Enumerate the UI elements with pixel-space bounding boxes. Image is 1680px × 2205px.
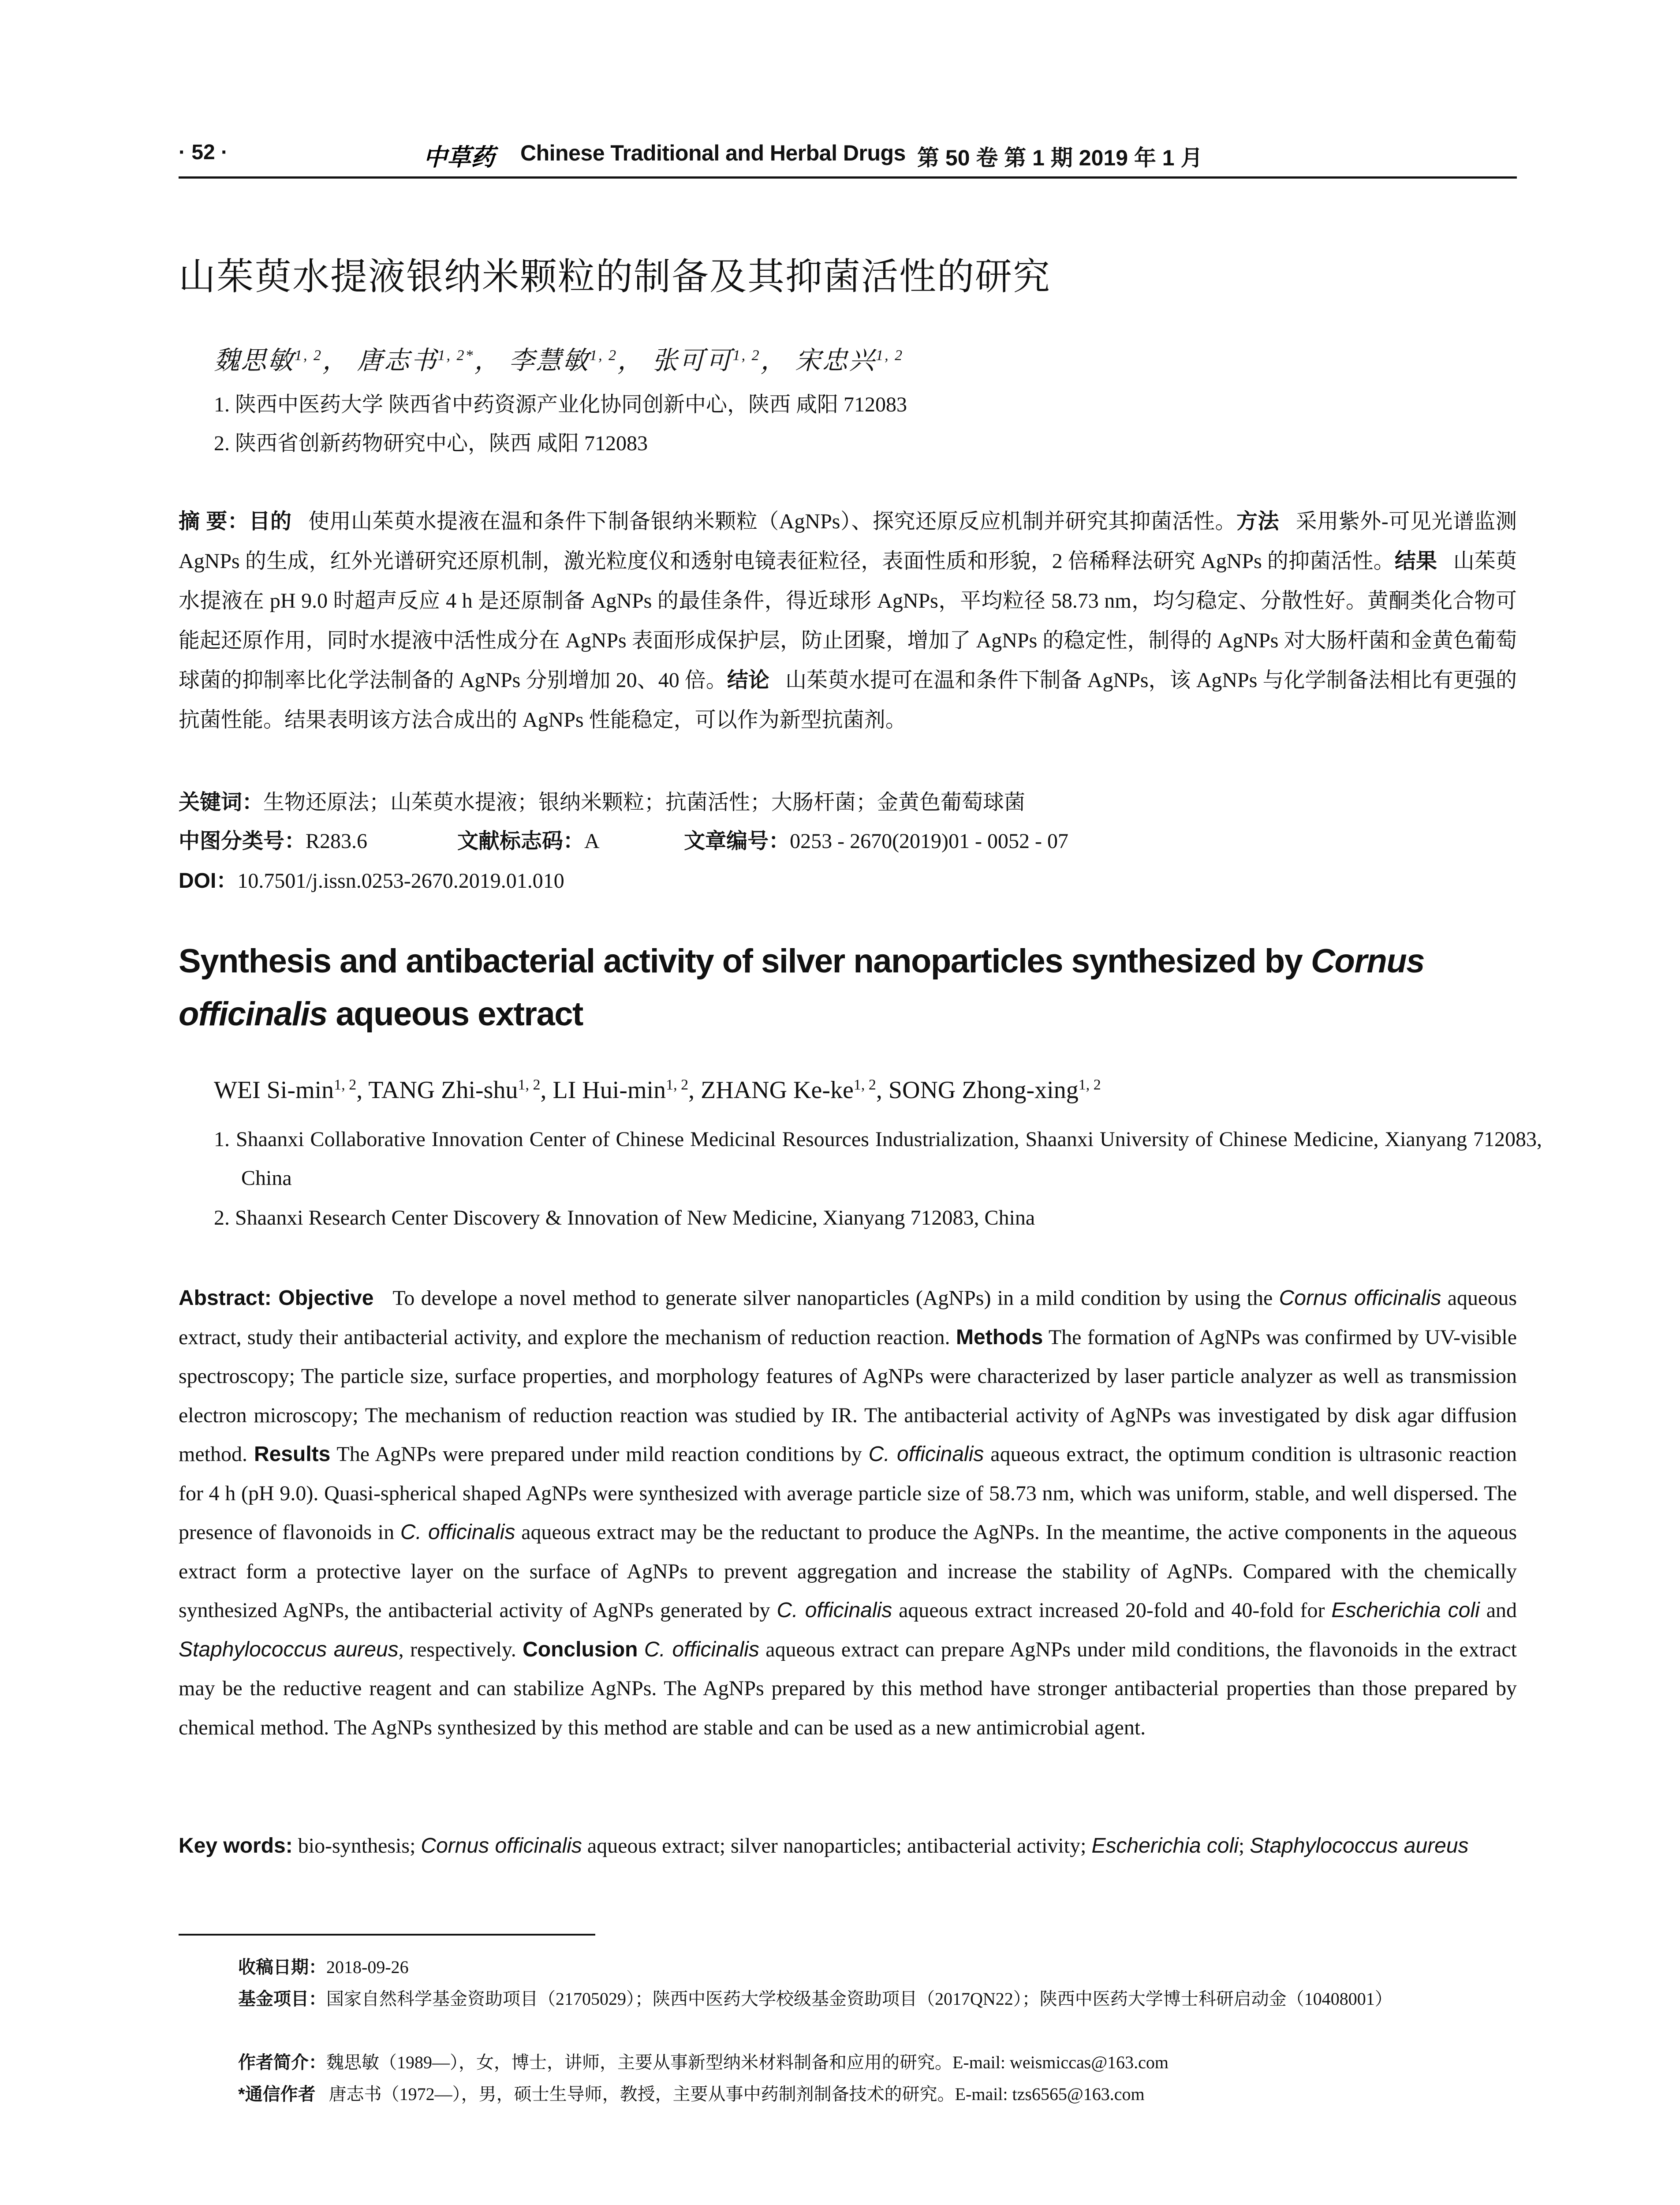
title-en-species: Cornus officinalis — [179, 942, 1425, 1033]
footnote-rule — [179, 1934, 595, 1936]
abstract-cn — [179, 502, 1517, 740]
affiliation-cn-2: 2. 陕西省创新药物研究中心，陕西 咸阳 712083 — [214, 432, 648, 455]
title-en-part2: aqueous extract — [327, 995, 583, 1033]
author-aff: 1, 2 — [876, 347, 904, 364]
clc-value: R283.6 — [306, 830, 368, 853]
author-aff: 1, 2 — [732, 347, 761, 364]
species-name: Cornus officinalis — [421, 1834, 582, 1857]
title-en — [179, 935, 1517, 1041]
keywords-cn — [179, 785, 1025, 815]
page-number: · 52 · — [179, 141, 228, 164]
author-aff: 1, 2 — [295, 347, 323, 364]
author-aff: 1, 2 — [666, 1076, 689, 1093]
keywords-en-text: ; — [1238, 1834, 1250, 1857]
doc-code-label: 文献标志码： — [457, 830, 585, 853]
author-en: WEI Si-min — [214, 1076, 334, 1104]
abstract-en-text: The AgNPs were prepared under mild reaction conditions by — [330, 1443, 869, 1466]
keywords-label-cn: 关键词： — [179, 791, 264, 814]
header-rule — [179, 176, 1517, 179]
corresponding-label: *通信作者 — [238, 2085, 316, 2104]
fund-text: 国家自然科学基金资助项目（21705029）；陕西中医药大学校级基金资助项目（2017QN22）；陕西中医药大学博士科研启动金（10408001） — [326, 1989, 1393, 2009]
footnote-fund — [238, 1983, 1623, 2015]
clc-label: 中图分类号： — [179, 830, 306, 853]
species-name: Staphylococcus aureus — [179, 1637, 399, 1661]
species-name: C. officinalis — [868, 1443, 984, 1466]
article-no-label: 文章编号： — [684, 830, 790, 853]
keywords-en-text: aqueous extract; silver nanoparticles; antibacterial activity; — [582, 1834, 1092, 1857]
conclusion-label-cn: 结论 — [727, 669, 769, 692]
affiliation-en-1: 1. Shaanxi Collaborative Innovation Center of Chinese Medicinal Resources Industrialization, Shaanxi University of Chinese Medicine, Xianyang 712083, China — [214, 1128, 1542, 1190]
footnote-author — [238, 2047, 1517, 2078]
keywords-text-cn: 生物还原法；山茱萸水提液；银纳米颗粒；抗菌活性；大肠杆菌；金黄色葡萄球菌 — [263, 791, 1026, 814]
author-en: SONG Zhong-xing — [888, 1076, 1079, 1104]
methods-label-en: Methods — [956, 1325, 1043, 1349]
doc-code-value: A — [584, 830, 599, 853]
species-name: C. officinalis — [644, 1637, 759, 1661]
species-name: Cornus officinalis — [1279, 1286, 1441, 1310]
objective-label-cn: 目的 — [249, 510, 292, 533]
author-aff: 1, 2 — [1078, 1076, 1101, 1093]
conclusion-label-en: Conclusion — [523, 1637, 638, 1661]
footnote-corresponding — [238, 2078, 1517, 2110]
abstract-en-text: aqueous extract, study their antibacterial activity, and explore the mechanism of reduction reaction. — [179, 1286, 1517, 1349]
affiliation-en-2: 2. Shaanxi Research Center Discovery & Innovation of New Medicine, Xianyang 712083, China — [214, 1206, 1035, 1230]
abstract-en-text: aqueous extract may be the reductant to produce the AgNPs. In the meantime, the active components in the aqueous extract form a protective layer on the surface of AgNPs to prevent aggregation and increase the stability of AgNPs. Compared with the chemically synthesized AgNPs, the antibacterial activity of AgNPs generated by — [179, 1521, 1517, 1622]
received-date: 2018-09-26 — [326, 1957, 409, 1977]
results-label-cn: 结果 — [1394, 549, 1437, 573]
methods-label-cn: 方法 — [1236, 510, 1280, 533]
author-aff: 1, 2 — [590, 347, 618, 364]
abstract-en-text — [638, 1638, 644, 1661]
conclusion-text-cn: 山茱萸水提可在温和条件下制备 AgNPs，该 AgNPs 与化学制备法相比有更强的抗菌性能。结果表明该方法合成出的 AgNPs 性能稳定，可以作为新型抗菌剂。 — [179, 669, 1517, 732]
abstract-en — [179, 1279, 1517, 1747]
author-aff: 1, 2* — [437, 347, 474, 364]
author-cn: 唐志书 — [357, 346, 438, 375]
abstract-en-text: , respectively. — [398, 1637, 523, 1661]
footnote-received — [238, 1951, 1517, 1983]
species-name: Escherichia coli — [1091, 1834, 1239, 1857]
title-cn: 山茱萸水提液银纳米颗粒的制备及其抑菌活性的研究 — [179, 256, 1051, 297]
keywords-en-text: bio-synthesis; — [292, 1834, 421, 1857]
abstract-label-cn: 摘 要： — [179, 510, 249, 533]
classification-row — [179, 824, 1068, 854]
affiliation-cn-1: 1. 陕西中医药大学 陕西省中药资源产业化协同创新中心，陕西 咸阳 712083 — [214, 393, 907, 416]
article-no-value: 0253 - 2670(2019)01 - 0052 - 07 — [790, 830, 1068, 853]
author-bio-label: 作者简介： — [238, 2053, 326, 2072]
author-en: LI Hui-min — [553, 1076, 666, 1104]
results-text-cn: 山茱萸水提液在 pH 9.0 时超声反应 4 h 是还原制备 AgNPs 的最佳条件，得近球形 AgNPs，平均粒径 58.73 nm，均匀稳定、分散性好。黄酮类化合物可能起还原作用，同时水提液中活性成分在 AgNPs 表面形成保护层，防止团聚，增加了 AgNPs 的稳定性，制得的 AgNPs 对大肠杆菌和金黄色葡萄球菌的抑制率比化学法制备的 AgNPs 分别增加 20、40 倍。 — [179, 549, 1517, 692]
author-cn: 李慧敏 — [509, 346, 590, 375]
objective-text-cn: 使用山茱萸水提液在温和条件下制备银纳米颗粒（AgNPs）、探究还原反应机制并研究其抑菌活性。 — [308, 510, 1237, 533]
methods-text-cn: 采用紫外-可见光谱监测 AgNPs 的生成，红外光谱研究还原机制，激光粒度仪和透射电镜表征粒径，表面性质和形貌，2 倍稀释法研究 AgNPs 的抑菌活性。 — [179, 510, 1517, 573]
species-name: Staphylococcus aureus — [1250, 1834, 1469, 1857]
keywords-label-en: Key words: — [179, 1834, 293, 1857]
author-en: ZHANG Ke-ke — [701, 1076, 854, 1104]
abstract-en-text: The formation of AgNPs was confirmed by UV-visible spectroscopy; The particle size, surface properties, and morphology features of AgNPs were characterized by laser particle analyzer as well as transmission electron microscopy; The mechanism of reduction reaction was studied by IR. The antibacterial activity of AgNPs was investigated by disk agar diffusion method. — [179, 1325, 1517, 1466]
keywords-en — [179, 1827, 1517, 1866]
species-name: Escherichia coli — [1331, 1599, 1480, 1622]
fund-label: 基金项目： — [238, 1989, 326, 2009]
author-aff: 1, 2 — [853, 1076, 876, 1093]
abstract-en-text: aqueous extract, the optimum condition is ultrasonic reaction for 4 h (pH 9.0). Quasi-spherical shaped AgNPs were synthesized with average particle size of 58.73 nm, which was uniform, stable, and well dispersed. The presence of flavonoids in — [179, 1443, 1517, 1544]
authors-cn: 魏思敏$^{1, 2}$， 唐志书$^{1, 2*}$， 李慧敏$^{1, 2}$， 张可可$^{1, 2}$， 宋忠兴$^{1, 2}$ — [214, 346, 904, 375]
abstract-en-text: aqueous extract can prepare AgNPs under mild conditions, the flavonoids in the extract may be the reductive reagent and can stabilize AgNPs. The AgNPs prepared by this method have stronger antibacterial properties than those prepared by chemical method. The AgNPs synthesized by this method are stable and can be used as a new antimicrobial agent. — [179, 1637, 1517, 1739]
corresponding-text: 唐志书（1972—），男，硕士生导师，教授，主要从事中药制剂制备技术的研究。E-mail: tzs6565@163.com — [329, 2084, 1145, 2104]
author-aff: 1, 2 — [334, 1076, 357, 1093]
author-en: TANG Zhi-shu — [368, 1076, 518, 1104]
author-cn: 魏思敏 — [214, 346, 295, 375]
results-label-en: Results — [254, 1443, 331, 1466]
species-name: C. officinalis — [777, 1599, 892, 1622]
author-cn: 张可可 — [652, 346, 733, 375]
journal-name-en: Chinese Traditional and Herbal Drugs — [520, 141, 906, 165]
doi-value[interactable]: 10.7501/j.issn.0253-2670.2019.01.010 — [237, 869, 564, 893]
author-aff: 1, 2 — [518, 1076, 541, 1093]
abstract-label-en: Abstract: Objective — [179, 1286, 374, 1310]
author-bio-text: 魏思敏（1989—），女，博士，讲师，主要从事新型纳米材料制备和应用的研究。E-mail: weismiccas@163.com — [326, 2052, 1169, 2072]
author-cn: 宋忠兴 — [795, 346, 876, 375]
authors-en: WEI $Si-\min^{1, 2}$, TANG Zhi-shu$^{1, 2}$, LI Hui-$\min^{1, 2}$, ZHANG Ke-ke$^{1, 2}$, SONG Zhong-xing$^{1, 2}$ — [214, 1076, 1101, 1104]
abstract-en-text: aqueous extract increased 20-fold and 40-fold for — [892, 1599, 1332, 1622]
abstract-en-text: and — [1479, 1599, 1517, 1622]
doi-row — [179, 863, 564, 894]
title-en-part1: Synthesis and antibacterial activity of silver nanoparticles synthesized by — [179, 942, 1311, 980]
species-name: C. officinalis — [400, 1521, 515, 1544]
abstract-en-text: To develope a novel method to generate silver nanoparticles (AgNPs) in a mild condition by using the — [392, 1286, 1279, 1310]
journal-logo-cn: 中草药 — [423, 144, 495, 171]
journal-issue: 第 50 卷 第 1 期 2019 年 1 月 — [917, 146, 1203, 170]
doi-label: DOI： — [179, 869, 238, 893]
received-label: 收稿日期： — [238, 1958, 326, 1977]
